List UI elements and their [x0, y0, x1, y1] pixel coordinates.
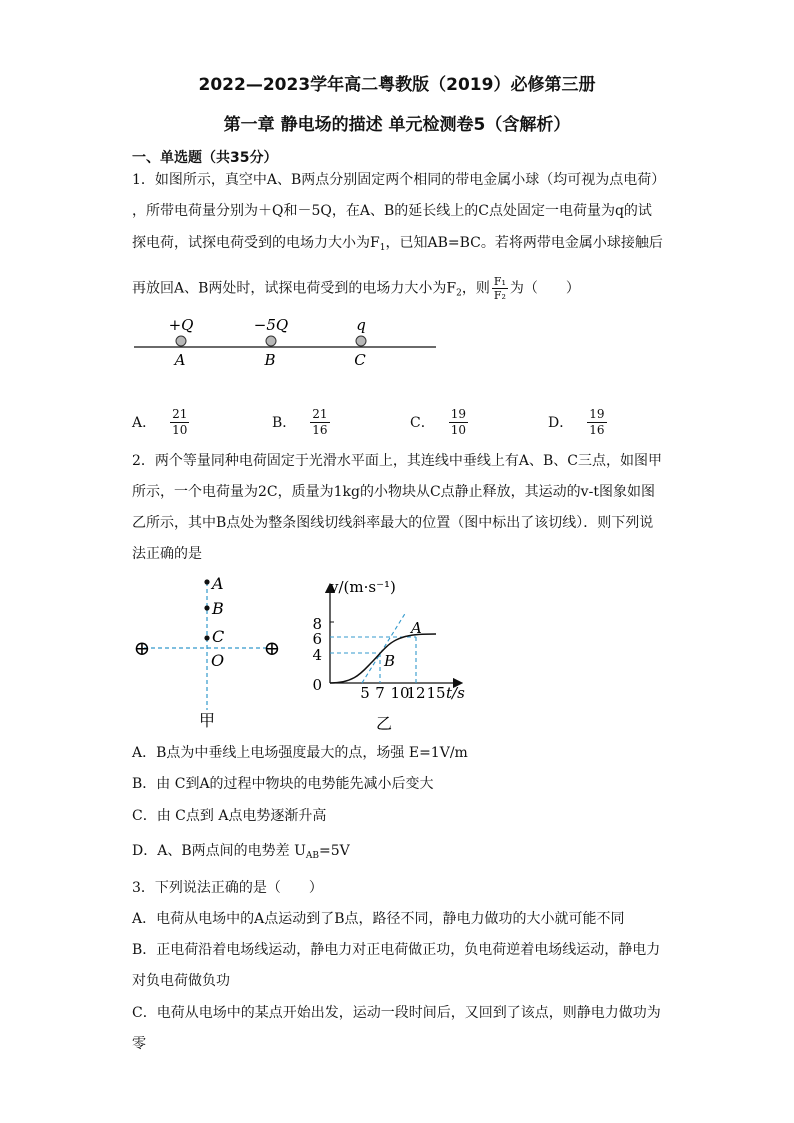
- q1-charge-b: −5Q: [253, 316, 289, 334]
- q1-option-a-label: A．: [132, 414, 157, 431]
- q1-option-c-label: C．: [410, 414, 435, 431]
- q1-option-d-num: 19: [589, 407, 605, 421]
- q1-ball-b: [266, 336, 276, 346]
- doc-title-line2: 第一章 静电场的描述 单元检测卷5（含解析）: [223, 115, 571, 135]
- yi-x-label: t/s: [446, 684, 465, 702]
- doc-title-line1: 2022—2023学年高二粤教版（2019）必修第三册: [198, 75, 596, 95]
- q2-line1: 2．两个等量同种电荷固定于光滑水平面上，其连线中垂线上有A、B、C三点，如图甲: [132, 453, 663, 469]
- q1-ratio-den: F₂: [493, 289, 506, 302]
- jia-right-charge-icon: ⊕: [263, 636, 281, 660]
- q1-figure: [132, 312, 442, 372]
- q1-point-c: C: [354, 351, 366, 369]
- q2-option-a[interactable]: A．B点为中垂线上电场强度最大的点，场强 E=1V/m: [132, 745, 468, 761]
- q3-option-b-line1[interactable]: B．正电荷沿着电场线运动，静电力对正电荷做正功，负电荷逆着电场线运动，静电力: [132, 942, 661, 958]
- q2-line3: 乙所示，其中B点处为整条图线切线斜率最大的位置（图中标出了该切线）．则下列说: [132, 515, 654, 531]
- q2-line2: 所示，一个电荷量为2C，质量为1kg的小物块从C点静止释放，其运动的v-t图象如图: [132, 484, 655, 500]
- q1-option-d-fraction: [587, 407, 606, 438]
- q1-line1: 1．如图所示，真空中A、B两点分别固定两个相同的带电金属小球（均可视为点电荷）: [132, 172, 666, 188]
- yi-xtick-7: 7: [375, 684, 385, 702]
- yi-ytick-6: 6: [312, 630, 322, 648]
- yi-xtick-5: 5: [360, 684, 370, 702]
- q1-option-b-fraction: [310, 407, 329, 438]
- q2-option-d-text-a: D．A、B两点间的电势差 U: [132, 843, 306, 859]
- q2-figure-yi: [300, 572, 500, 737]
- yi-y-label: v/(m·s⁻¹): [330, 578, 396, 596]
- q3-option-a[interactable]: A．电荷从电场中的A点运动到了B点，路径不同，静电力做功的大小就可能不同: [132, 911, 625, 927]
- q2-option-d-sub: AB: [305, 851, 319, 861]
- q1-option-d-den: 16: [589, 423, 605, 437]
- q1-option-a-num: 21: [172, 407, 188, 421]
- q1-charge-c: q: [356, 316, 366, 334]
- q1-charge-a: +Q: [168, 316, 194, 334]
- q1-point-a: A: [174, 351, 186, 369]
- q1-line3-sub: 1: [379, 243, 386, 253]
- jia-label-o: O: [211, 651, 225, 670]
- q2-figure-jia: [128, 570, 288, 735]
- q1-option-c[interactable]: [410, 407, 470, 438]
- q1-ball-a: [176, 336, 186, 346]
- q1-option-c-num: 19: [450, 407, 466, 421]
- q1-ball-c: [356, 336, 366, 346]
- jia-label-c: C: [212, 627, 225, 646]
- q1-line4-text-a: 再放回A、B两处时，试探电荷受到的电场力大小为F: [132, 280, 457, 297]
- yi-velocity-curve: [330, 634, 436, 683]
- jia-label-a: A: [212, 574, 224, 593]
- q1-line3: [132, 233, 672, 258]
- q2-option-d-text-b: =5V: [319, 843, 350, 859]
- q2-line4: 法正确的是: [132, 546, 202, 562]
- q1-option-a[interactable]: [132, 407, 191, 438]
- q1-line4: [132, 275, 672, 304]
- jia-dot-b: [204, 605, 209, 610]
- section-heading: 一、单选题（共35分）: [132, 150, 278, 166]
- q1-line4-sub: 2: [456, 288, 462, 299]
- q1-option-c-fraction: [449, 407, 468, 438]
- q3-option-c-line1[interactable]: C．电荷从电场中的某点开始出发，运动一段时间后，又回到了该点，则静电力做功为: [132, 1005, 661, 1021]
- q1-option-b[interactable]: [272, 407, 332, 438]
- q3-option-b-line2[interactable]: 对负电荷做负功: [132, 973, 230, 989]
- q1-option-d-label: D．: [548, 414, 574, 431]
- yi-tangent-line: [362, 612, 406, 683]
- q1-option-b-num: 21: [312, 407, 328, 421]
- jia-dot-c: [204, 635, 209, 640]
- q1-line4-text-b: ，则: [461, 280, 490, 297]
- q2-option-d[interactable]: [132, 841, 672, 866]
- q1-option-a-den: 10: [172, 423, 188, 437]
- q1-option-c-den: 10: [450, 423, 466, 437]
- yi-ytick-0: 0: [312, 676, 322, 694]
- yi-xtick-10: 10: [390, 684, 410, 702]
- q1-line4-text-c: 为（ ）: [509, 280, 580, 297]
- q1-point-b: B: [264, 351, 276, 369]
- q1-option-b-label: B．: [272, 414, 297, 431]
- q3-option-c-line2[interactable]: 零: [132, 1036, 146, 1052]
- q2-option-b[interactable]: B．由 C到A的过程中物块的电势能先减小后变大: [132, 776, 434, 792]
- q1-option-d[interactable]: [548, 407, 609, 438]
- yi-ytick-8: 8: [312, 615, 322, 633]
- yi-label-b: B: [384, 652, 396, 670]
- jia-figure-caption: 甲: [198, 711, 216, 730]
- q1-option-b-den: 16: [312, 423, 328, 437]
- q1-option-a-fraction: [170, 407, 189, 438]
- jia-left-charge-icon: ⊕: [133, 636, 151, 660]
- q2-option-c[interactable]: C．由 C点到 A点电势逐渐升高: [132, 808, 327, 824]
- yi-label-a: A: [411, 619, 422, 637]
- yi-ytick-4: 4: [312, 646, 322, 664]
- yi-xtick-15: 15: [426, 684, 446, 702]
- jia-dot-a: [204, 579, 209, 584]
- yi-figure-caption: 乙: [375, 714, 393, 733]
- q1-ratio-num: F₁: [493, 275, 506, 288]
- q1-line2: ，所带电荷量分别为＋Q和－5Q，在A、B的延长线上的C点处固定一电荷量为q的试: [132, 203, 652, 219]
- q1-line3-text-a: 探电荷，试探电荷受到的电场力大小为F: [132, 235, 380, 251]
- q1-ratio-fraction: [492, 275, 508, 302]
- q3-stem: 3．下列说法正确的是（ ）: [132, 880, 323, 896]
- q1-line3-text-b: ，已知AB=BC。若将两带电金属小球接触后: [385, 235, 663, 251]
- yi-xtick-12: 12: [406, 684, 426, 702]
- jia-label-b: B: [212, 599, 224, 618]
